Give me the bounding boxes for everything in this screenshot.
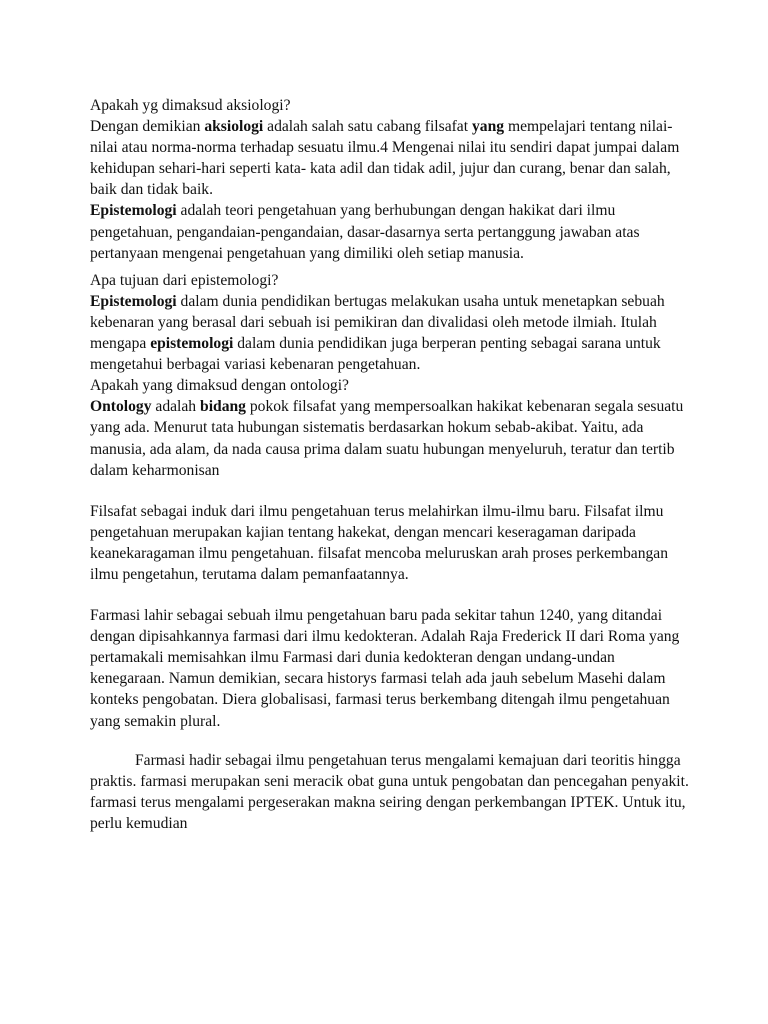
paragraph-spacer bbox=[90, 481, 690, 501]
text-run: Dengan demikian bbox=[90, 118, 205, 136]
text-run: adalah bbox=[151, 398, 201, 416]
bold-term: bidang bbox=[200, 398, 246, 416]
text-run: dalam dunia pendidikan bertugas melakukan usaha untuk menetapkan sebuah kebenaran yang berasal dari sebuah isi pemikiran dan divalidasi oleh metode ilmiah. Itulah mengapa bbox=[90, 292, 665, 353]
text-run: pokok filsafat yang mempersoalkan hakikat kebenaran segala sesuatu yang ada. Menurut tata hubungan sistematis berdasarkan hokum sebab-akibat. Yaitu, ada manusia, ada alam, da nada causa prima dalam suatu hubungan menyeluruh, teratur dan tertib dalam keharmonisan bbox=[90, 398, 684, 479]
document-page bbox=[90, 95, 690, 834]
filsafat-paragraph: Filsafat sebagai induk dari ilmu pengetahuan terus melahirkan ilmu-ilmu baru. Filsafat ilmu pengetahuan merupakan kajian tentang hakekat, dengan mencari keseragaman daripada keanekaragaman ilmu pengetahuan. filsafat mencoba meluruskan arah proses perkembangan ilmu pengetahun, terutama dalam pemanfaatannya. bbox=[90, 502, 669, 583]
paragraph-spacer bbox=[90, 732, 690, 750]
aksiologi-paragraph bbox=[90, 116, 690, 200]
aksiologi-question: Apakah yg dimaksud aksiologi? bbox=[90, 97, 291, 114]
text-run: mempelajari tentang nilai-nilai atau norma-norma terhadap sesuatu ilmu.4 Mengenai nilai itu sendiri dapat jumpai dalam kehidupan sehari-hari seperti kata- kata adil dan tidak adil, jujur dan curang, benar dan salah, baik dan tidak baik. bbox=[90, 118, 680, 199]
epistemologi-definition bbox=[90, 200, 690, 263]
bold-term: yang bbox=[471, 118, 505, 136]
bold-term: aksiologi bbox=[204, 118, 264, 136]
text-run: adalah salah satu cabang filsafat bbox=[263, 118, 472, 136]
epistemologi-paragraph bbox=[90, 291, 690, 375]
ontologi-question: Apakah yang dimaksud dengan ontologi? bbox=[90, 377, 349, 395]
text-run: adalah teori pengetahuan yang berhubungan dengan hakikat dari ilmu pengetahuan, pengandaian-pengandaian, dasar-dasarnya serta pertanggung jawaban atas pertanyaan mengenai pengetahuan yang dimiliki oleh setiap manusia. bbox=[90, 202, 640, 262]
farmasi-history-paragraph: Farmasi lahir sebagai sebuah ilmu pengetahuan baru pada sekitar tahun 1240, yang ditandai dengan dipisahkannya farmasi dari ilmu kedokteran. Adalah Raja Frederick II dari Roma yang pertamakali memisahkan ilmu Farmasi dari dunia kedokteran dengan undang-undan kenegaraan. Namun demikian, secara historys farmasi telah ada jauh sebelum Masehi dalam konteks pengobatan. Diera globalisasi, farmasi terus berkembang ditengah ilmu pengetahuan yang semakin plural. bbox=[90, 607, 680, 730]
bold-term: Ontology bbox=[90, 398, 152, 416]
epistemologi-question: Apa tujuan dari epistemologi? bbox=[90, 271, 279, 289]
ontologi-paragraph bbox=[90, 396, 690, 480]
paragraph-spacer bbox=[90, 585, 690, 605]
bold-term: Epistemologi bbox=[90, 292, 177, 310]
bold-term: epistemologi bbox=[150, 335, 234, 353]
farmasi-progress-paragraph: Farmasi hadir sebagai ilmu pengetahuan terus mengalami kemajuan dari teoritis hingga praktis. farmasi merupakan seni meracik obat guna untuk pengobatan dan pencegahan penyakit. farmasi terus mengalami pergeserakan makna seiring dengan perkembangan IPTEK. Untuk itu, perlu kemudian bbox=[90, 751, 689, 832]
bold-term: Epistemologi bbox=[90, 202, 177, 220]
text-run: dalam dunia pendidikan juga berperan penting sebagai sarana untuk mengetahui berbagai variasi kebenaran pengetahuan. bbox=[90, 335, 661, 374]
